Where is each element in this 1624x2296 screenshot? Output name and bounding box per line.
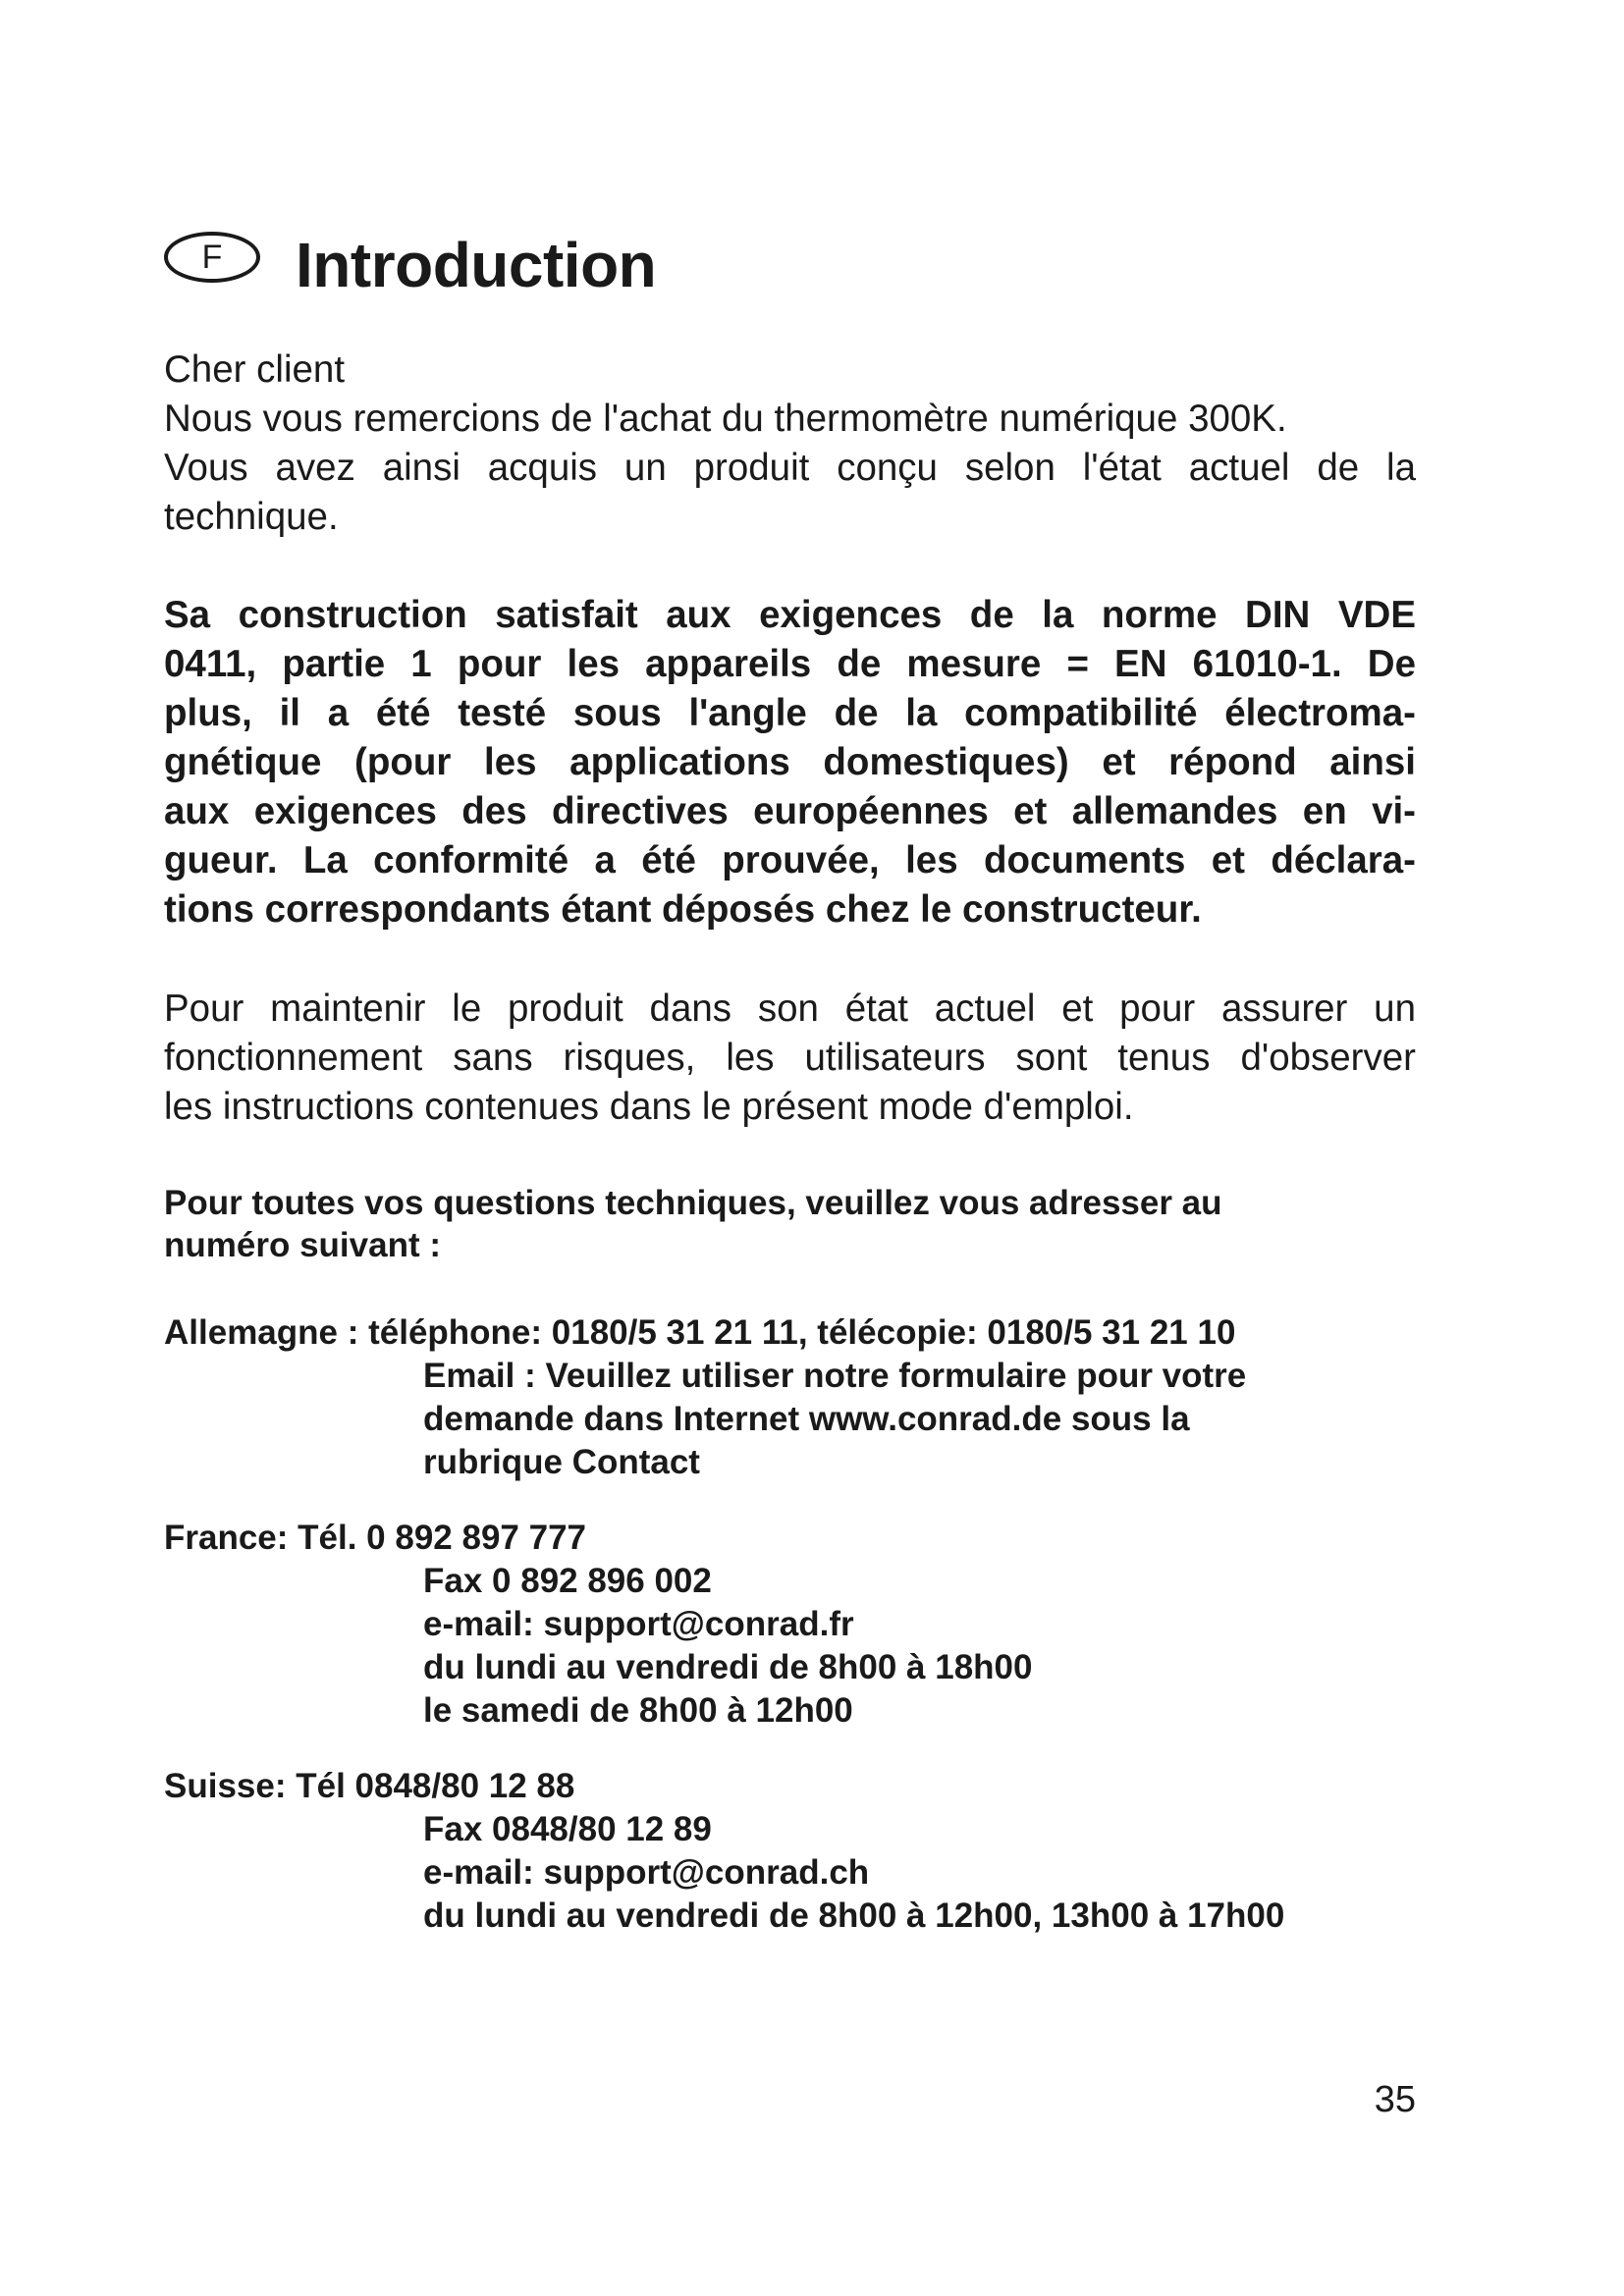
conformity-line: tions correspondants étant déposés chez le constructeur. — [164, 888, 1202, 931]
conformity-paragraph — [164, 591, 1416, 934]
contact-germany-line: demande dans Internet www.conrad.de sous la — [423, 1400, 1190, 1438]
document-page — [164, 0, 1416, 2296]
contact-france-line: du lundi au vendredi de 8h00 à 18h00 — [423, 1648, 1033, 1686]
support-intro — [164, 1182, 1416, 1266]
conformity-line: 0411, partie 1 pour les appareils de mesure = EN 61010-1. De — [164, 643, 1416, 685]
intro-line: Nous vous remercions de l'achat du thermomètre numérique 300K. — [164, 398, 1287, 440]
contact-germany-line: rubrique Contact — [423, 1443, 700, 1481]
contact-block-france — [164, 1517, 1440, 1733]
intro-greeting: Cher client — [164, 348, 346, 391]
support-intro-line: Pour toutes vos questions techniques, veuillez vous adresser au — [164, 1184, 1222, 1222]
contact-france-phone: France: Tél. 0 892 897 777 — [164, 1519, 586, 1557]
contact-france-line: Fax 0 892 896 002 — [423, 1562, 712, 1600]
contact-france-line: e-mail: support@conrad.fr — [423, 1605, 854, 1643]
contact-germany-phone: Allemagne : téléphone: 0180/5 31 21 11, télécopie: 0180/5 31 21 10 — [164, 1313, 1236, 1352]
language-badge-icon: F — [164, 232, 260, 283]
contact-switzerland-phone: Suisse: Tél 0848/80 12 88 — [164, 1767, 575, 1805]
contact-switzerland-line: du lundi au vendredi de 8h00 à 12h00, 13h00 à 17h00 — [423, 1896, 1285, 1935]
maintenance-line: Pour maintenir le produit dans son état actuel et pour assurer un — [164, 988, 1416, 1030]
contact-block-switzerland — [164, 1765, 1440, 1938]
conformity-line: gnétique (pour les applications domestiques) et répond ainsi — [164, 741, 1416, 783]
conformity-line: gueur. La conformité a été prouvée, les documents et déclara- — [164, 839, 1416, 881]
contact-germany-line: Email : Veuillez utiliser notre formulaire pour votre — [423, 1357, 1247, 1395]
support-intro-line: numéro suivant : — [164, 1226, 441, 1264]
contact-switzerland-line: e-mail: support@conrad.ch — [423, 1853, 870, 1892]
conformity-line: Sa construction satisfait aux exigences de la norme DIN VDE — [164, 594, 1416, 636]
maintenance-line: fonctionnement sans risques, les utilisateurs sont tenus d'observer — [164, 1037, 1416, 1079]
maintenance-line: les instructions contenues dans le présent mode d'emploi. — [164, 1086, 1134, 1128]
contact-block-germany — [164, 1311, 1440, 1484]
intro-line: technique. — [164, 496, 339, 538]
section-heading — [164, 226, 656, 304]
conformity-line: plus, il a été testé sous l'angle de la compatibilité électroma- — [164, 692, 1416, 734]
contact-switzerland-line: Fax 0848/80 12 89 — [423, 1810, 712, 1848]
page-title: Introduction — [296, 230, 657, 300]
maintenance-paragraph — [164, 985, 1416, 1132]
page-number: 35 — [1374, 2079, 1416, 2120]
contact-france-line: le samedi de 8h00 à 12h00 — [423, 1691, 853, 1730]
intro-line: Vous avez ainsi acquis un produit conçu selon l'état actuel de la — [164, 447, 1416, 489]
conformity-line: aux exigences des directives européennes et allemandes en vi- — [164, 790, 1416, 832]
intro-paragraph — [164, 346, 1416, 542]
